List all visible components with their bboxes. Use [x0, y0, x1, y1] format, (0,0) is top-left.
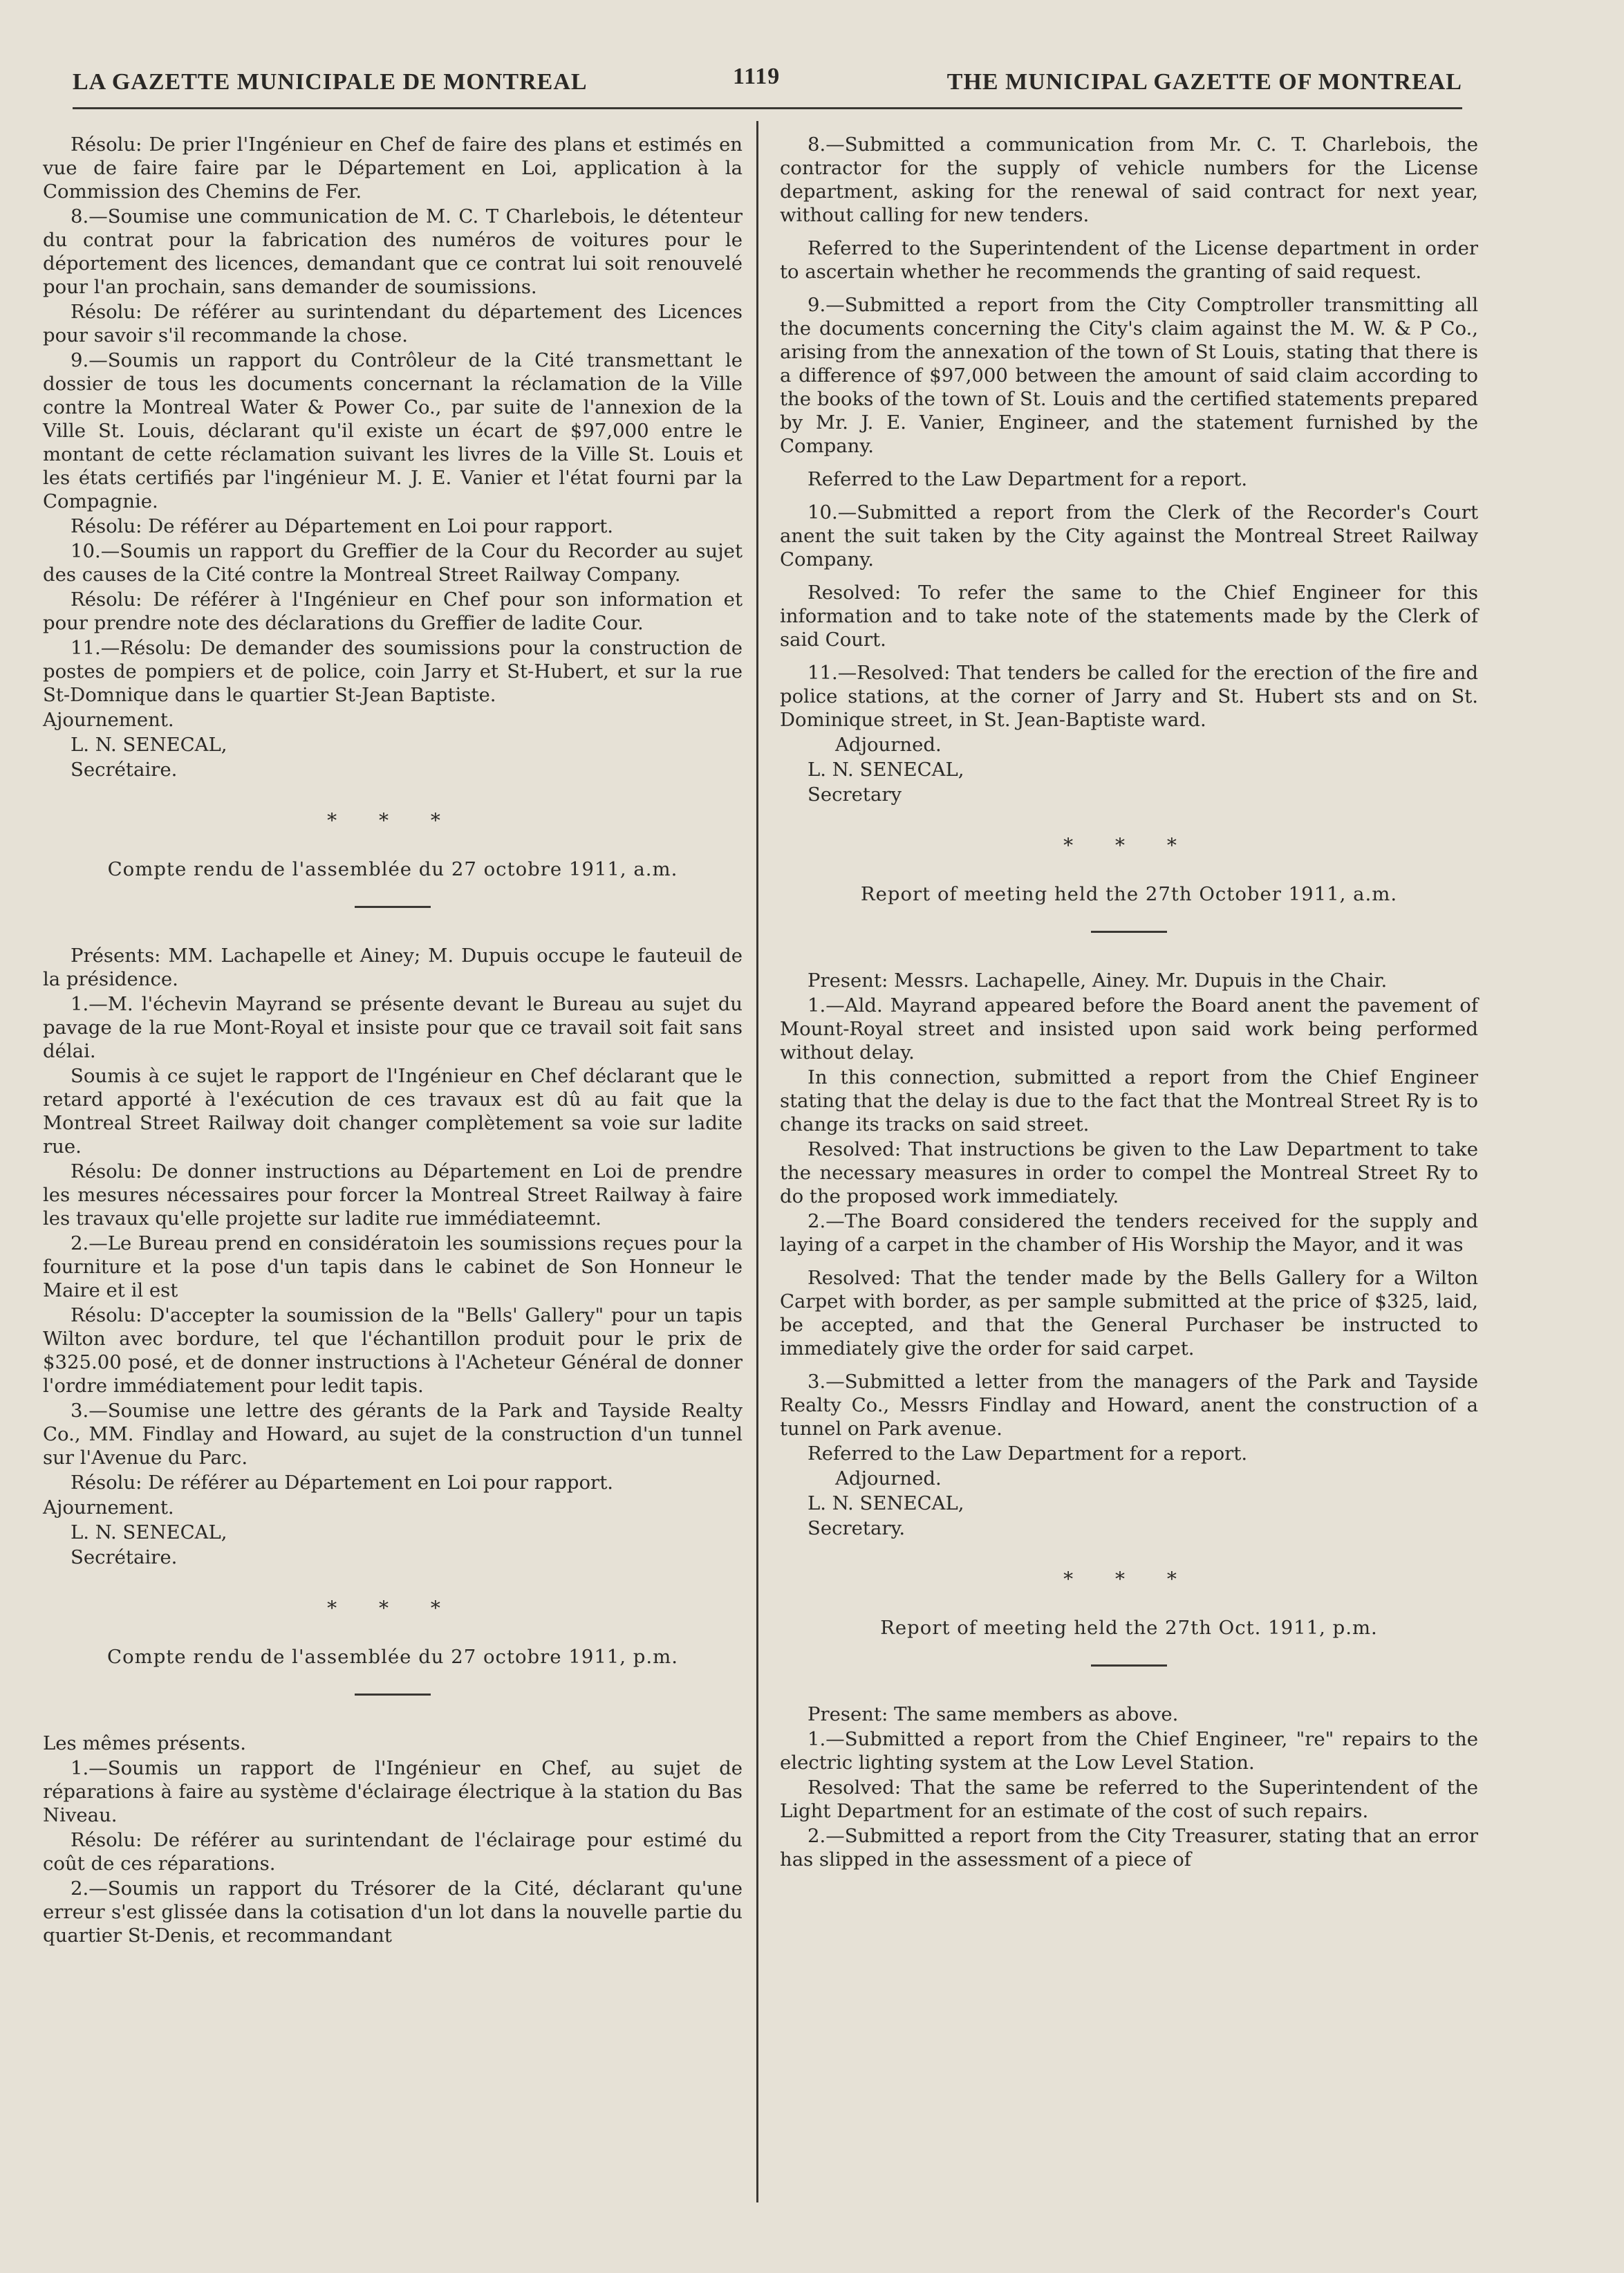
paragraph: Referred to the Law Department for a report.	[808, 468, 1248, 490]
paragraph: 11.—Résolu: De demander des soumissions pour la construction de postes de pompiers et de police, coin Jarry et St-Hubert, et sur la rue St-Domnique dans le quartier St-Jean Baptiste.	[43, 637, 743, 706]
paragraph: 10.—Soumis un rapport du Greffier de la Cour du Recorder au sujet des causes de la Cité contre la Montreal Street Railway Company.	[43, 540, 743, 586]
short-rule	[1091, 931, 1167, 933]
paragraph: 3.—Soumise une lettre des gérants de la Park and Tayside Realty Co., MM. Findlay and Howard, au sujet de la construction d'un tunnel sur l'Avenue du Parc.	[43, 1400, 743, 1469]
paragraph: Present: Messrs. Lachapelle, Ainey. Mr. Dupuis in the Chair.	[808, 969, 1388, 992]
meeting-title: Report of meeting held the 27th Oct. 1911, p.m.	[880, 1617, 1378, 1639]
paragraph: Resolved: To refer the same to the Chief Engineer for this information and to take note of the statements made by the Clerk of said Court.	[780, 582, 1478, 651]
paragraph: 2.—Le Bureau prend en considératoin les soumissions reçues pour la fourniture et la pose d'un tapis dans le cabinet de Son Honneur le Maire et il est	[43, 1232, 743, 1301]
meeting-title: Report of meeting held the 27th October 1911, a.m.	[860, 883, 1398, 905]
paragraph: 8.—Soumise une communication de M. C. T Charlebois, le détenteur du contrat pour la fabrication des numéros de voitures pour le déportement des licences, demandant que ce contrat lui soit renouvelé pour l'an prochain, sans demander de soumissions.	[43, 205, 743, 298]
english-column	[780, 133, 1478, 1873]
header-french-title: LA GAZETTE MUNICIPALE DE MONTREAL	[73, 69, 588, 95]
paragraph: 2.—The Board considered the tenders received for the supply and laying of a carpet in the chamber of His Worship the Mayor, and it was	[780, 1210, 1478, 1256]
paragraph: Resolved: That instructions be given to the Law Department to take the necessary measures in order to compel the Montreal Street Ry to do the proposed work immediately.	[780, 1138, 1478, 1207]
section-separator: * * *	[1063, 834, 1195, 857]
paragraph: Résolu: De prier l'Ingénieur en Chef de faire des plans et estimés en vue de faire faire par le Département en Loi, application à la Commission des Chemins de Fer.	[43, 133, 743, 203]
paragraph: Résolu: De donner instructions au Département en Loi de prendre les mesures nécessaires pour forcer la Montreal Street Railway à faire les travaux qu'elle projette sur ladite rue immédiateemnt.	[43, 1160, 743, 1230]
meeting-title: Compte rendu de l'assemblée du 27 octobre 1911, p.m.	[107, 1646, 678, 1668]
meeting-title: Compte rendu de l'assemblée du 27 octobre 1911, a.m.	[107, 858, 678, 880]
signature-title: Secrétaire.	[71, 1546, 178, 1568]
short-rule	[1091, 1664, 1167, 1667]
paragraph: Referred to the Law Department for a report.	[808, 1442, 1248, 1465]
section-separator: * * *	[327, 809, 458, 832]
paragraph: In this connection, submitted a report from the Chief Engineer stating that the delay is due to the fact that the Montreal Street Ry is to change its tracks on said street.	[780, 1066, 1478, 1135]
paragraph: Soumis à ce sujet le rapport de l'Ingénieur en Chef déclarant que le retard apporté à l'exécution de ces travaux est dû au fait que la Montreal Street Railway doit changer complètement sa voie sur ladite rue.	[43, 1065, 743, 1158]
paragraph: Résolu: De référer au surintendant du département des Licences pour savoir s'il recommande la chose.	[43, 301, 743, 346]
adjournment: Adjourned.	[835, 734, 942, 756]
french-column	[43, 133, 743, 1949]
paragraph: 10.—Submitted a report from the Clerk of the Recorder's Court anent the suit taken by the City against the Montreal Street Railway Company.	[780, 501, 1478, 570]
signature-name: L. N. SENECAL,	[71, 1521, 227, 1543]
adjournment: Ajournement.	[43, 1496, 174, 1519]
signature-name: L. N. SENECAL,	[808, 1492, 964, 1514]
section-separator: * * *	[1063, 1568, 1195, 1590]
signature-title: Secrétaire.	[71, 759, 178, 781]
page-header	[73, 64, 1462, 98]
signature-name: L. N. SENECAL,	[808, 759, 964, 781]
signature-title: Secretary.	[808, 1517, 906, 1539]
header-english-title: THE MUNICIPAL GAZETTE OF MONTREAL	[946, 69, 1462, 95]
paragraph: 8.—Submitted a communication from Mr. C. T. Charlebois, the contractor for the supply of vehicle numbers for the License department, asking for the renewal of said contract for next year, without calling for new tenders.	[780, 133, 1478, 226]
short-rule	[355, 906, 431, 908]
paragraph: Résolu: De référer à l'Ingénieur en Chef pour son information et pour prendre note des déclarations du Greffier de ladite Cour.	[43, 588, 743, 634]
paragraph: 1.—M. l'échevin Mayrand se présente devant le Bureau au sujet du pavage de la rue Mont-Royal et insiste pour que ce travail soit fait sans délai.	[43, 993, 743, 1062]
paragraph: Les mêmes présents.	[43, 1732, 246, 1754]
paragraph: 9.—Soumis un rapport du Contrôleur de la Cité transmettant le dossier de tous les documents concernant la réclamation de la Ville contre la Montreal Water & Power Co., par suite de l'annexion de la Ville St. Louis, déclarant qu'il existe un écart de $97,000 entre le montant de cette réclamation suivant les livres de la Ville St. Louis et les états certifiés par l'ingénieur M. J. E. Vanier et l'état fourni par la Compagnie.	[43, 349, 743, 512]
paragraph: Présents: MM. Lachapelle et Ainey; M. Dupuis occupe le fauteuil de la présidence.	[43, 945, 743, 990]
paragraph: 2.—Submitted a report from the City Treasurer, stating that an error has slipped in the assessment of a piece of	[780, 1825, 1478, 1871]
paragraph: 9.—Submitted a report from the City Comptroller transmitting all the documents concerning the City's claim against the M. W. & P Co., arising from the annexation of the town of St Louis, stating that there is a difference of $97,000 between the amount of said claim according to the books of the town of St. Louis and the certified statements prepared by Mr. J. E. Vanier, Engineer, and the statement furnished by the Company.	[780, 294, 1478, 457]
header-rule	[73, 107, 1462, 109]
paragraph: Résolu: De référer au surintendant de l'éclairage pour estimé du coût de ces réparations.	[43, 1829, 743, 1875]
paragraph: Résolu: De référer au Département en Loi pour rapport.	[71, 1472, 613, 1494]
signature-title: Secretary	[808, 783, 902, 806]
paragraph: Present: The same members as above.	[808, 1703, 1179, 1725]
paragraph: 1.—Soumis un rapport de l'Ingénieur en Chef, au sujet de réparations à faire au système d'éclairage électrique à la station du Bas Niveau.	[43, 1757, 743, 1826]
paragraph: Résolu: De référer au Département en Loi pour rapport.	[71, 515, 613, 537]
column-divider	[756, 121, 758, 2202]
page-number: 1119	[733, 64, 781, 89]
paragraph: 11.—Resolved: That tenders be called for the erection of the fire and police stations, at the corner of Jarry and St. Hubert sts and on St. Dominique street, in St. Jean-Baptiste ward.	[780, 662, 1478, 731]
adjournment: Adjourned.	[835, 1467, 942, 1490]
paragraph: Resolved: That the same be referred to the Superintendent of the Light Department for an estimate of the cost of such repairs.	[780, 1776, 1478, 1822]
paragraph: Résolu: D'accepter la soumission de la "Bells' Gallery" pour un tapis Wilton avec bordure, tel que l'échantillon produit pour le prix de $325.00 posé, et de donner instructions à l'Acheteur Général de donner l'ordre immédiatement pour ledit tapis.	[43, 1304, 743, 1397]
paragraph: 1.—Ald. Mayrand appeared before the Board anent the pavement of Mount-Royal street and insisted upon said work being performed without delay.	[780, 994, 1478, 1064]
section-separator: * * *	[327, 1597, 458, 1620]
short-rule	[355, 1694, 431, 1696]
signature-name: L. N. SENECAL,	[71, 734, 227, 756]
paragraph: 3.—Submitted a letter from the managers of the Park and Tayside Realty Co., Messrs Findlay and Howard, anent the construction of a tunnel on Park avenue.	[780, 1371, 1478, 1440]
paragraph: Referred to the Superintendent of the License department in order to ascertain whether he recommends the granting of said request.	[780, 237, 1478, 283]
paragraph: 2.—Soumis un rapport du Trésorer de la Cité, déclarant qu'une erreur s'est glissée dans la cotisation d'un lot dans la nouvelle partie du quartier St-Denis, et recommandant	[43, 1877, 743, 1947]
paragraph: Resolved: That the tender made by the Bells Gallery for a Wilton Carpet with border, as per sample submitted at the price of $325, laid, be accepted, and that the General Purchaser be instructed to immediately give the order for said carpet.	[780, 1267, 1478, 1360]
adjournment: Ajournement.	[43, 709, 174, 731]
paragraph: 1.—Submitted a report from the Chief Engineer, "re" repairs to the electric lighting system at the Low Level Station.	[780, 1728, 1478, 1774]
